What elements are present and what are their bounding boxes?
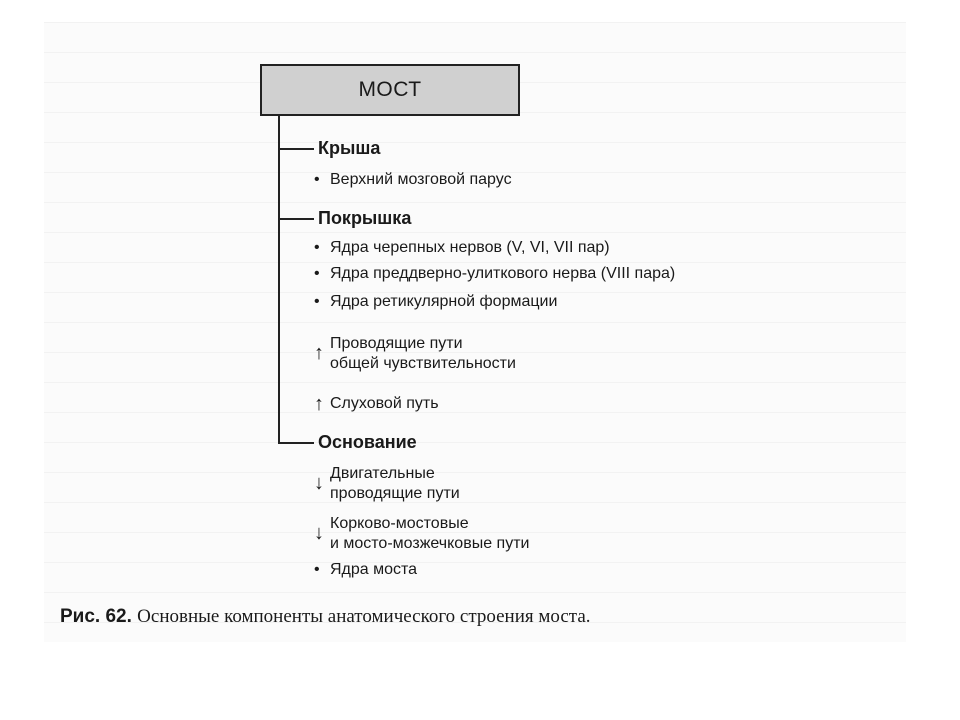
section-title-roof: Крыша bbox=[318, 138, 381, 158]
arrow-up-icon: ↑ bbox=[314, 342, 324, 364]
bullet-marker: • bbox=[314, 171, 320, 188]
item-text: Ядра моста bbox=[330, 561, 418, 578]
arrow-down-icon: ↓ bbox=[314, 472, 324, 494]
tree-trunk-line bbox=[278, 116, 280, 444]
item-text-line: общей чувствительности bbox=[330, 355, 516, 372]
branch-line-tegmentum bbox=[278, 218, 314, 220]
section-title-tegmentum: Покрышка bbox=[318, 208, 412, 228]
figure-caption-label: Рис. 62. bbox=[60, 606, 132, 627]
item-text: Ядра черепных нервов (V, VI, VII пар) bbox=[330, 239, 610, 256]
list-item bbox=[314, 292, 557, 312]
list-item bbox=[314, 392, 439, 414]
item-text-line: проводящие пути bbox=[330, 485, 460, 502]
bullet-marker: • bbox=[314, 293, 320, 310]
figure-caption-text: Основные компоненты анатомического строения моста. bbox=[137, 606, 591, 627]
list-item bbox=[314, 238, 610, 258]
bullet-marker: • bbox=[314, 239, 320, 256]
item-text-line: Корково-мостовые bbox=[330, 515, 469, 532]
list-item bbox=[314, 464, 460, 504]
item-text-line: Проводящие пути bbox=[330, 335, 463, 352]
branch-line-base bbox=[278, 442, 314, 444]
item-text: Верхний мозговой парус bbox=[330, 171, 512, 188]
root-label: МОСТ bbox=[358, 78, 422, 101]
item-text: Ядра преддверно-улиткового нерва (VIII пара) bbox=[330, 265, 676, 282]
section-title-base: Основание bbox=[318, 432, 417, 452]
branch-line-roof bbox=[278, 148, 314, 150]
item-text: Ядра ретикулярной формации bbox=[330, 293, 558, 310]
figure-caption bbox=[60, 606, 591, 628]
list-item bbox=[314, 560, 417, 580]
item-text-line: Двигательные bbox=[330, 465, 435, 482]
list-item bbox=[314, 170, 512, 190]
bullet-marker: • bbox=[314, 265, 320, 282]
bullet-marker: • bbox=[314, 561, 320, 578]
arrow-down-icon: ↓ bbox=[314, 522, 324, 544]
list-item bbox=[314, 334, 516, 374]
list-item bbox=[314, 264, 675, 284]
item-text: Слуховой путь bbox=[330, 395, 439, 412]
arrow-up-icon: ↑ bbox=[314, 393, 324, 415]
item-text-line: и мосто-мозжечковые пути bbox=[330, 535, 530, 552]
root-box bbox=[260, 64, 520, 116]
list-item bbox=[314, 514, 529, 554]
